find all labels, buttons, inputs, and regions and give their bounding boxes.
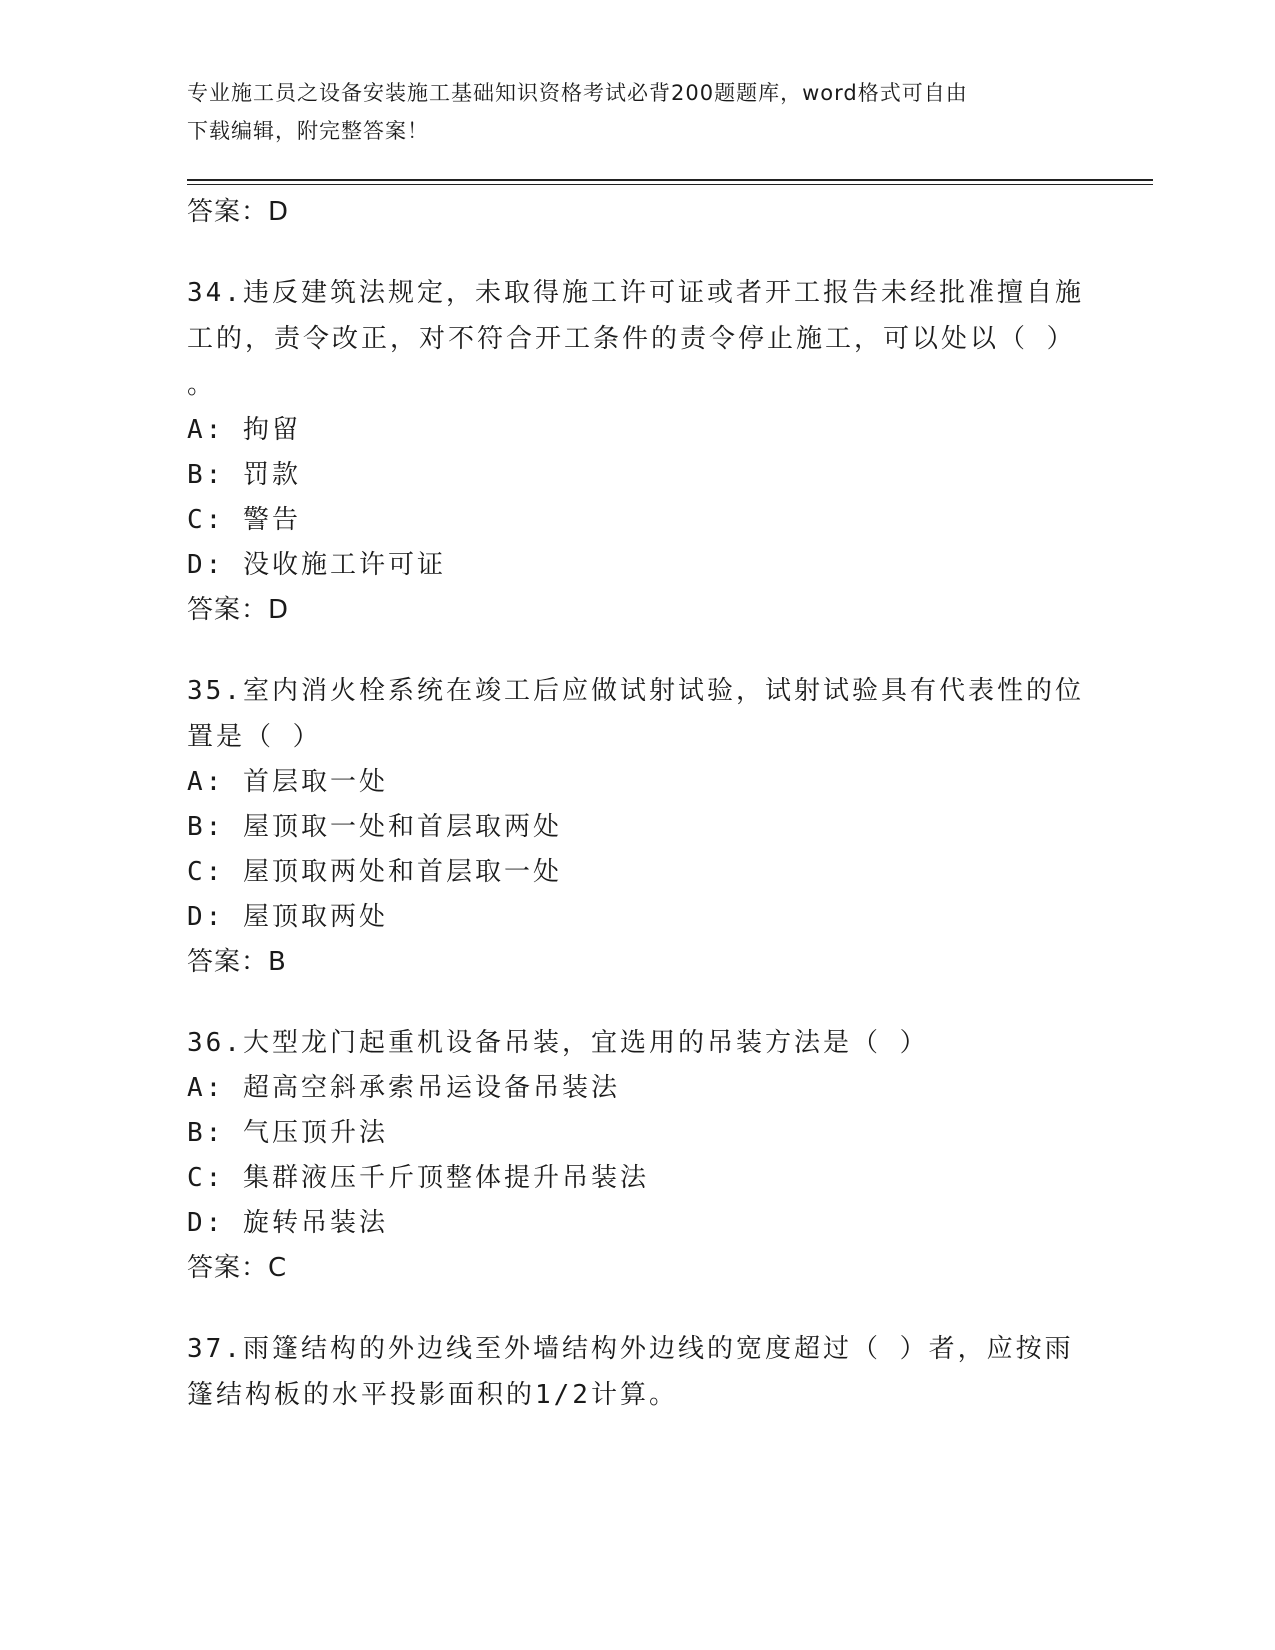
- option-c: C: 集群液压千斤顶整体提升吊装法: [187, 1163, 649, 1193]
- question-37: [187, 1326, 1087, 1418]
- header-line-2: 下载编辑，附完整答案！: [187, 119, 429, 143]
- question-34: [187, 270, 1087, 408]
- spacer: [187, 632, 1087, 668]
- option-b: B: 罚款: [187, 460, 301, 490]
- header-line-1: 专业施工员之设备安装施工基础知识资格考试必背200题题库，word格式可自由: [187, 81, 968, 105]
- option-c: C: 警告: [187, 505, 301, 535]
- spacer: [187, 234, 1087, 270]
- header-divider-thin: [187, 184, 1153, 185]
- option-c: C: 屋顶取两处和首层取一处: [187, 857, 562, 887]
- spacer: [187, 1290, 1087, 1326]
- answer-34: 答案：D: [187, 595, 290, 625]
- answer-36: 答案：C: [187, 1253, 288, 1283]
- previous-answer: 答案：D: [187, 197, 290, 227]
- option-d: D: 没收施工许可证: [187, 550, 446, 580]
- question-text-line: 35.室内消火栓系统在竣工后应做试射试验，试射试验具有代表性的位: [187, 676, 1084, 706]
- question-text-line: 。: [187, 370, 217, 400]
- option-a: A: 首层取一处: [187, 767, 388, 797]
- option-a: A: 拘留: [187, 415, 301, 445]
- option-d: D: 旋转吊装法: [187, 1208, 388, 1238]
- question-text-line: 34.违反建筑法规定，未取得施工许可证或者开工报告未经批准擅自施: [187, 278, 1084, 308]
- option-b: B: 气压顶升法: [187, 1118, 388, 1148]
- question-text-line: 篷结构板的水平投影面积的1/2计算。: [187, 1380, 678, 1410]
- question-text-line: 37.雨篷结构的外边线至外墙结构外边线的宽度超过（ ）者，应按雨: [187, 1334, 1074, 1364]
- answer-35: 答案：B: [187, 947, 287, 977]
- header-divider-thick: [187, 179, 1153, 181]
- question-36: [187, 1020, 1087, 1066]
- spacer: [187, 984, 1087, 1020]
- option-b: B: 屋顶取一处和首层取两处: [187, 812, 562, 842]
- option-d: D: 屋顶取两处: [187, 902, 388, 932]
- question-text-line: 36.大型龙门起重机设备吊装，宜选用的吊装方法是（ ）: [187, 1028, 929, 1058]
- question-text-line: 置是（ ）: [187, 722, 322, 752]
- document-header: [187, 74, 1087, 150]
- question-list: [187, 190, 1087, 1418]
- option-a: A: 超高空斜承索吊运设备吊装法: [187, 1073, 620, 1103]
- question-text-line: 工的，责令改正，对不符合开工条件的责令停止施工，可以处以（ ）: [187, 324, 1076, 354]
- question-35: [187, 668, 1087, 760]
